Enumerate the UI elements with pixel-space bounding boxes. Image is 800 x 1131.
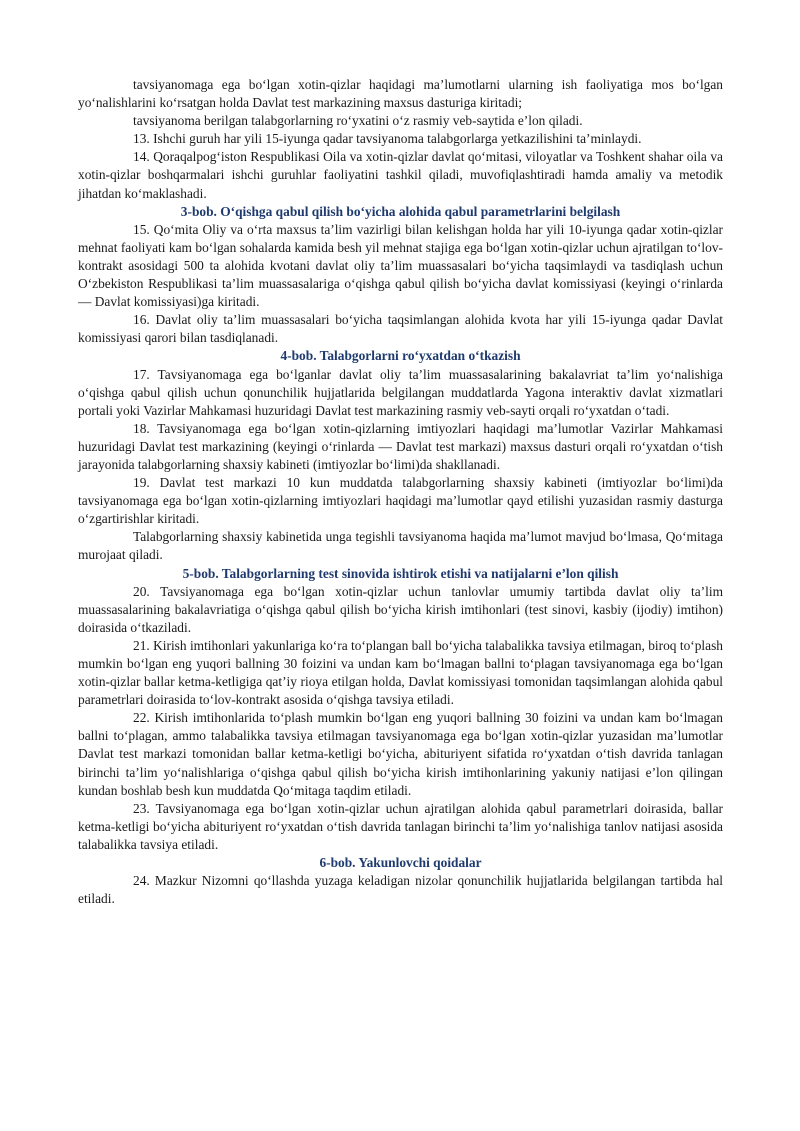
paragraph: tavsiyanoma berilgan talabgorlarning roʻyxatini oʻz rasmiy veb-saytida eʼlon qiladi. [133,113,583,129]
paragraph: 22. Kirish imtihonlarida toʻplash mumkin boʻlgan eng yuqori ballning 30 foizini va undan kam boʻlmagan ballni toʻplagan, ammo talabalikka tavsiya etilmagan tavsiyanomaga ega boʻlgan xotin-qizlar yuzasidan maʼlumotlar Davlat test markazi tomonidan ballar ketma-ketligi boʻyicha, abituriyent sifatida roʻyxatdan oʻtish davrida tanlagan birinchi taʼlim yoʻnalishlariga oʻqishga qabul qilish boʻyicha kirish imtihonlarining yakuniy natijasi eʼlon qilingan kundan boshlab besh kun muddatda Qoʻmitaga taqdim etiladi. [78,710,723,798]
paragraph: 17. Tavsiyanomaga ega boʻlganlar davlat oliy taʼlim muassasalarining bakalavriat taʼlim yoʻnalishiga oʻqishga qabul qilish uchun qonunchilik hujjatlarida belgilangan muddatlarda Yagona interaktiv davlat xizmatlari portali yoki Vazirlar Mahkamasi huzuridagi Davlat test markazining rasmiy veb-sayti orqali roʻyxatdan oʻtadi. [78,366,723,418]
document-page [78,76,723,908]
paragraph: 21. Kirish imtihonlari yakunlariga koʻra toʻplangan ball boʻyicha talabalikka tavsiya etilmagan, biroq toʻplash mumkin boʻlgan eng yuqori ballning 30 foizini va undan kam boʻlmagan ballni toʻplagan tavsiyanomaga ega boʻlgan xotin-qizlar ballar ketma-ketligiga qatʼiy rioya etilgan holda, Davlat komissiyasi tomonidan taqsimlangan alohida qabul parametrlari doirasida toʻlov-kontrakt asosida oʻqishga tavsiya etiladi. [78,637,723,708]
chapter-heading: 4-bob. Talabgorlarni roʻyxatdan oʻtkazish [280,348,521,364]
paragraph: 14. Qoraqalpogʻiston Respublikasi Oila va xotin-qizlar davlat qoʻmitasi, viloyatlar va Toshkent shahar oila va xotin-qizlar boshqarmalari ishchi guruhlar faoliyatini tashkil qiladi, muvofiqlashtiradi hamda amaliy va metodik jihatdan koʻmaklashadi. [78,149,723,201]
chapter-heading: 6-bob. Yakunlovchi qoidalar [319,855,482,871]
paragraph: 13. Ishchi guruh har yili 15-iyunga qadar tavsiyanoma talabgorlarga yetkazilishini taʼminlaydi. [133,131,642,147]
paragraph: 20. Tavsiyanomaga ega boʻlgan xotin-qizlar uchun tanlovlar umumiy tartibda davlat oliy taʼlim muassasalarining bakalavriatiga oʻqishga qabul qilish boʻyicha kirish imtihonlari (test sinovi, kasbiy (ijodiy) imtihon) doirasida oʻtkaziladi. [78,583,723,635]
paragraph: 18. Tavsiyanomaga ega boʻlgan xotin-qizlarning imtiyozlari haqidagi maʼlumotlar Vazirlar Mahkamasi huzuridagi Davlat test markazining (keyingi oʻrinlarda — Davlat test markazi) maxsus dasturi orqali roʻyxatdan oʻtish jarayonida talabgorlarning shaxsiy kabineti (imtiyozlar boʻlimi)da shakllanadi. [78,420,723,472]
chapter-heading: 5-bob. Talabgorlarning test sinovida ishtirok etishi va natijalarni eʼlon qilish [182,565,619,581]
paragraph: Talabgorlarning shaxsiy kabinetida unga tegishli tavsiyanoma haqida maʼlumot mavjud boʻlmasa, Qoʻmitaga murojaat qiladi. [78,529,723,563]
paragraph: 19. Davlat test markazi 10 kun muddatda talabgorlarning shaxsiy kabineti (imtiyozlar boʻlimi)da tavsiyanomaga ega boʻlgan xotin-qizlarning imtiyozlari haqidagi maʼlumotlar qayd etilishi yuzasidan rasmiy dasturga oʻzgartirishlar kiritadi. [78,475,723,527]
chapter-heading: 3-bob. Oʻqishga qabul qilish boʻyicha alohida qabul parametrlarini belgilash [180,203,621,219]
paragraph: 16. Davlat oliy taʼlim muassasalari boʻyicha taqsimlangan alohida kvota har yili 15-iyunga qadar Davlat komissiyasi qarori bilan tasdiqlanadi. [78,312,723,346]
paragraph: 15. Qoʻmita Oliy va oʻrta maxsus taʼlim vazirligi bilan kelishgan holda har yili 10-iyunga qadar xotin-qizlar mehnat faoliyati kam boʻlgan sohalarda kamida besh yil mehnat stajiga ega boʻlgan xotin-qizlar uchun ajratilgan toʻlov-kontrakt asosidagi 500 ta alohida kvotani davlat oliy taʼlim muassasalari boʻyicha taqsimlaydi va tasdiqlash uchun Oʻzbekiston Respublikasi taʼlim muassasalariga oʻqishga qabul qilish boʻyicha davlat komissiyasi (keyingi oʻrinlarda — Davlat komissiyasi)ga kiritadi. [78,221,723,310]
paragraph: tavsiyanomaga ega boʻlgan xotin-qizlar haqidagi maʼlumotlarni ularning ish faoliyatiga mos boʻlgan yoʻnalishlarini koʻrsatgan holda Davlat test markazining maxsus dasturiga kiritadi; [78,77,723,111]
paragraph: 24. Mazkur Nizomni qoʻllashda yuzaga keladigan nizolar qonunchilik hujjatlarida belgilangan tartibda hal etiladi. [78,873,723,907]
paragraph: 23. Tavsiyanomaga ega boʻlgan xotin-qizlar uchun ajratilgan alohida qabul parametrlari doirasida, ballar ketma-ketligi boʻyicha abituriyent roʻyxatdan oʻtish davrida tanlagan birinchi taʼlim yoʻnalishiga tanlov natijasi asosida talabalikka tavsiya etiladi. [78,800,723,852]
